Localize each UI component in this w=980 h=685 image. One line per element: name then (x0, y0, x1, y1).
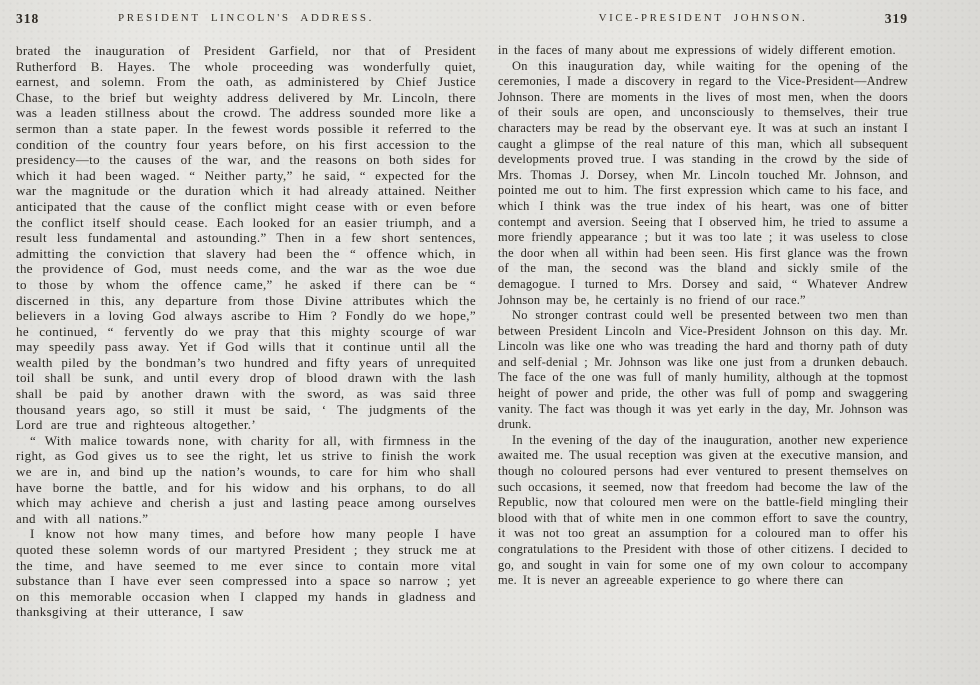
right-page-text (498, 43, 908, 589)
paragraph: I know not how many times, and before how many people I have quoted these solemn words of our martyred President ; they struck me at the time, and have seemed to me ever since to contain more vital substance than I have ever seen compressed into a space so narrow ; yet on this memorable occasion when I clapped my hands in gladness and thanksgiving at their utterance, I saw (16, 526, 476, 620)
left-running-head: PRESIDENT LINCOLN'S ADDRESS. (117, 12, 375, 24)
paragraph: brated the inauguration of President Garfield, nor that of President Rutherford B. Hayes. The whole proceeding was wonderfully quiet, earnest, and solemn. From the oath, as administered by Chief Justice Chase, to the brief but weighty address delivered by Mr. Lincoln, there was a leaden stillness about the crowd. The address sounded more like a sermon than a state paper. In the fewest words possible it referred to the condition of the country four years before, on his first accession to the presidency—to the causes of the war, and the reasons on both sides for which it had been waged. “ Neither party,” he said, “ expected for the war the magnitude or the duration which it had already attained. Neither anticipated that the cause of the conflict might cease with or even before the conflict itself should cease. Each looked for an easier triumph, and a result less fundamental and astounding.” Then in a few short sentences, admitting the conviction that slavery had been the “ offence which, in the providence of God, must needs come, and the war as the woe due to those by whom the offence came,” he asked if there can be “ discerned in this, any departure from those Divine attributes which the believers in a loving God always ascribe to Him ? Fondly do we hope,” he continued, “ fervently do we pray that this mighty scourge of war may speedily pass away. Yet if God wills that it continue until all the wealth piled by the bondman’s two hundred and fifty years of unrequited toil shall be sunk, and until every drop of blood drawn with the lash shall be paid by another drawn with the sword, as was said three thousand years ago, so still it must be said, ‘ The judgments of the Lord are true and righteous altogether.’ (16, 43, 476, 433)
left-page-header (16, 12, 476, 30)
paragraph: “ With malice towards none, with charity for all, with firmness in the right, as God gives us to see the right, let us strive to finish the work we are in, and bind up the nation’s wounds, to care for him who shall have borne the battle, and for his widow and his orphans, to do all which may achieve and cherish a just and lasting peace among ourselves and with all nations.” (16, 432, 476, 526)
right-page-number: 319 (884, 11, 908, 26)
paragraph: No stronger contrast could well be presented between two men than between President Lincoln and Vice-President Johnson on this day. Mr. Lincoln was like one who was treading the hard and thorny path of duty and self-denial ; Mr. Johnson was like one just from a drunken debauch. The face of the one was full of manly humility, although at the topmost height of power and pride, the other was full of pomp and swaggering vanity. The fact was though it was yet early in the day, Mr. Johnson was drunk. (498, 308, 908, 432)
right-running-head: VICE-PRESIDENT JOHNSON. (598, 12, 808, 24)
paragraph: in the faces of many about me expressions of widely different emotion. (498, 43, 896, 57)
left-page-number: 318 (16, 11, 40, 26)
paragraph: On this inauguration day, while waiting for the opening of the ceremonies, I made a discovery in regard to the Vice-President—Andrew Johnson. There are moments in the lives of most men, when the doors of their souls are open, and unconsciously to themselves, their true characters may be read by the observant eye. It was at such an instant I caught a glimpse of the real nature of this man, which all subsequent developments proved true. I was standing in the crowd by the side of Mrs. Thomas J. Dorsey, when Mr. Lincoln touched Mr. Johnson, and pointed me out to him. The first expression which came to his face, and which I think was the true index of his heart, was one of bitter contempt and aversion. Seeing that I observed him, he tried to assume a more friendly appearance ; but it was too late ; it was useless to close the door when all within had been seen. His first glance was the frown of the man, the second was the bland and sickly smile of the demagogue. I turned to Mrs. Dorsey and said, “ Whatever Andrew Johnson may be, he certainly is no friend of our race.” (498, 58, 908, 307)
right-page (490, 0, 980, 685)
right-page-header (498, 12, 908, 30)
left-page-text (16, 43, 476, 620)
paragraph: In the evening of the day of the inauguration, another new experience awaited me. The usual reception was given at the executive mansion, and though no coloured persons had ever ventured to present themselves on such occasions, it seemed, now that freedom had become the law of the Republic, now that coloured men were on the battle-field mingling their blood with that of white men in one common effort to save the country, it was not too great an assumption for a coloured man to offer his congratulations to the President with those of other citizens. I decided to go, and sought in vain for some one of my own colour to accompany me. It is never an agreeable experience to go where there can (498, 432, 908, 588)
